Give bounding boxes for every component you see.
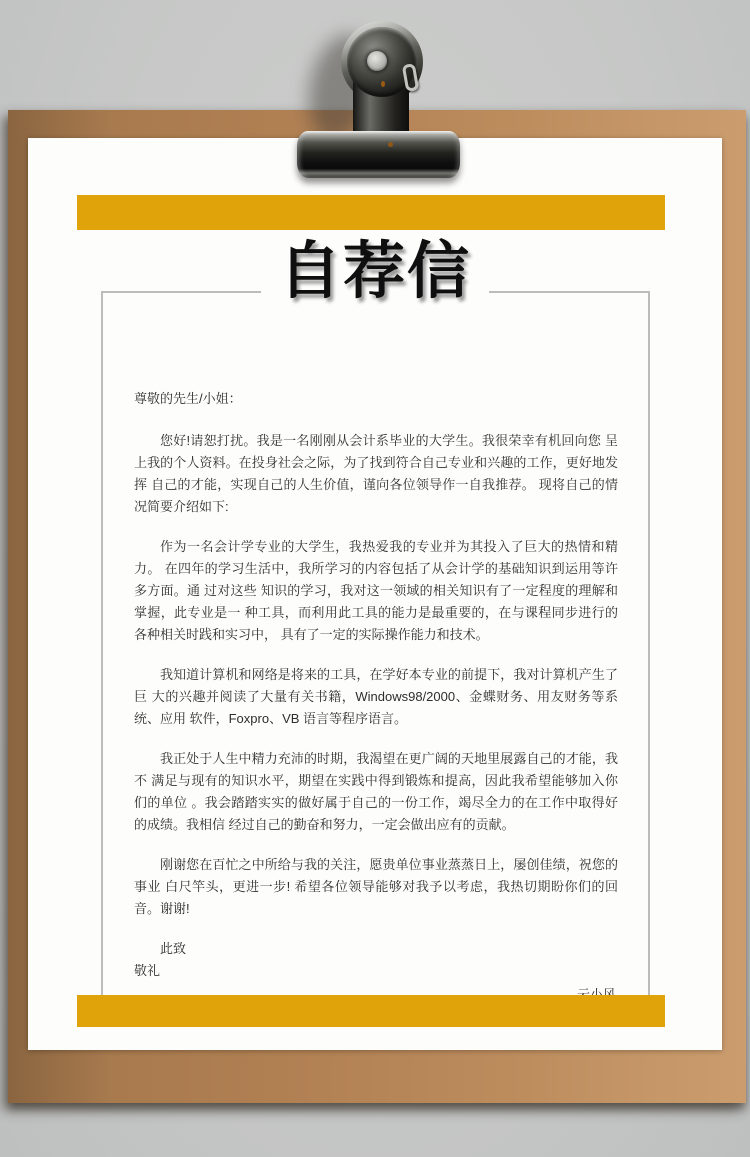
clip-lever	[402, 63, 419, 92]
salutation: 尊敬的先生/小姐：	[134, 391, 242, 406]
clip-knob	[347, 27, 417, 97]
letter-paragraph-5: 刚谢您在百忙之中所给与我的关注，愿贵单位事业蒸蒸日上，屡创佳绩，祝您的事业 白尺竿头，更进一步! 希望各位领导能够对我予以考虑，我热切期盼你们的回音。谢谢!	[134, 857, 618, 916]
clip-knob-hole	[367, 51, 387, 71]
letter-paragraph-1: 您好!请恕打扰。我是一名刚刚从会计系毕业的大学生。我很荣幸有机回向您 呈上我的个人资料。在投身社会之际，为了找到符合自己专业和兴趣的工作，更好地发挥 自己的才能，实现自己的人生价值，谨向各位领导作一自我推荐。 现将自己的情况简要介绍如下:	[134, 433, 618, 514]
closing-jingli: 敬礼	[134, 963, 161, 978]
letter-paper	[28, 138, 722, 1050]
letter-paragraph-3: 我知道计算机和网络是将来的工具，在学好本专业的前提下，我对计算机产生了巨 大的兴趣并阅读了大量有关书籍，Windows98/2000、金蝶财务、用友财务等系统、应用 软件，Foxpro、VB 语言等程序语言。	[134, 667, 618, 726]
clip-knob-back-ring	[341, 21, 423, 103]
letter-title: 自荐信	[261, 238, 489, 306]
clipboard-board	[8, 110, 746, 1103]
accent-bar-top	[77, 195, 665, 230]
accent-bar-bottom	[77, 995, 665, 1027]
letter-paragraph-2: 作为一名会计学专业的大学生，我热爱我的专业并为其投入了巨大的热情和精力。 在四年的学习生活中，我所学习的内容包括了从会计学的基础知识到运用等许多方面。通 过对这些 知识的学习，我对这一领域的相关知识有了一定程度的理解和掌握，此专业是一 种工具，而利用此工具的能力是最重要的，在与课程同步进行的各种相关时践和实习中， 具有了一定的实际操作能力和技术。	[134, 539, 618, 642]
letter-body	[134, 388, 618, 1024]
letter-paragraph-4: 我正处于人生中精力充沛的时期，我渴望在更广阔的天地里展露自己的才能，我不 满足与现有的知识水平，期望在实践中得到锻炼和提高，因此我希望能够加入你们的单位 。我会踏踏实实的做好属于自己的一份工作，竭尽全力的在工作中取得好的成绩。我相信 经过自己的勤奋和努力，一定会做出应有的贡献。	[134, 751, 618, 832]
closing-cizhi: 此致	[160, 941, 187, 956]
clip-amber-glint	[381, 81, 385, 87]
